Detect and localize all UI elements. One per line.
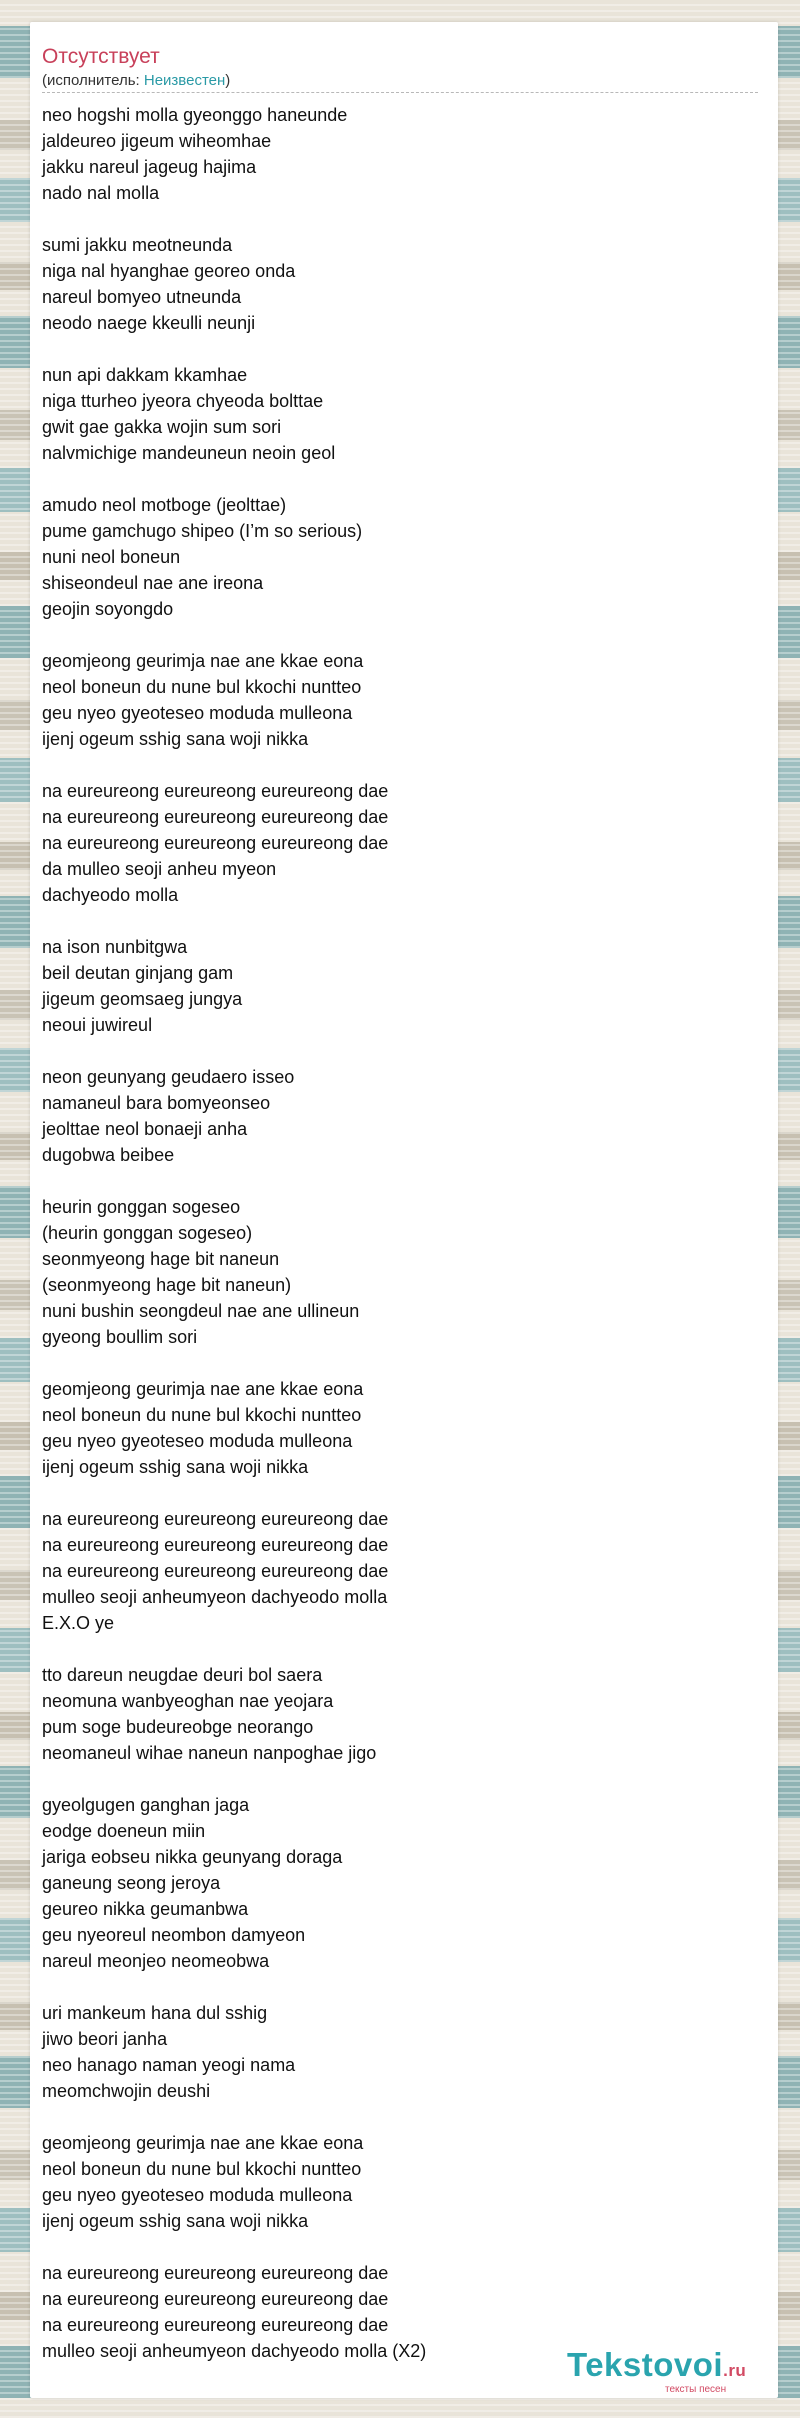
artist-suffix: ) xyxy=(225,72,231,89)
lyric-line: E.X.O ye xyxy=(42,1613,115,1633)
lyric-line: neon geunyang geudaero isseo xyxy=(42,1067,295,1087)
lyric-line: tto dareun neugdae deuri bol saera xyxy=(42,1665,323,1685)
lyric-line: geomjeong geurimja nae ane kkae eona xyxy=(42,1379,364,1399)
artist-prefix: (исполнитель: xyxy=(42,72,144,89)
lyric-line: neomaneul wihae naneun nanpoghae jigo xyxy=(42,1743,377,1763)
lyric-line: pume gamchugo shipeo (I’m so serious) xyxy=(42,521,363,541)
lyrics-stanza xyxy=(42,2130,758,2234)
lyric-line: neo hanago naman yeogi nama xyxy=(42,2055,296,2075)
lyric-line: nareul bomyeo utneunda xyxy=(42,287,242,307)
lyrics-stanza xyxy=(42,1792,758,1974)
lyric-line: na eureureong eureureong eureureong dae xyxy=(42,807,389,827)
lyric-line: na eureureong eureureong eureureong dae xyxy=(42,2263,389,2283)
lyrics-stanza xyxy=(42,492,758,622)
lyric-line: dachyeodo molla xyxy=(42,885,179,905)
lyric-line: beil deutan ginjang gam xyxy=(42,963,234,983)
lyric-line: neol boneun du nune bul kkochi nuntteo xyxy=(42,2159,362,2179)
lyric-line: jigeum geomsaeg jungya xyxy=(42,989,243,1009)
lyric-line: neodo naege kkeulli neunji xyxy=(42,313,256,333)
lyric-line: dugobwa beibee xyxy=(42,1145,175,1165)
lyric-line: neol boneun du nune bul kkochi nuntteo xyxy=(42,1405,362,1425)
lyric-line: niga tturheo jyeora chyeoda bolttae xyxy=(42,391,324,411)
lyric-line: (heurin gonggan sogeseo) xyxy=(42,1223,253,1243)
lyric-line: geu nyeo gyeoteseo moduda mulleona xyxy=(42,2185,353,2205)
lyric-line: na eureureong eureureong eureureong dae xyxy=(42,1561,389,1581)
lyric-line: (seonmyeong hage bit naneun) xyxy=(42,1275,292,1295)
lyric-line: amudo neol motboge (jeolttae) xyxy=(42,495,287,515)
lyric-line: jaldeureo jigeum wiheomhae xyxy=(42,131,272,151)
lyric-line: meomchwojin deushi xyxy=(42,2081,211,2101)
lyric-line: na eureureong eureureong eureureong dae xyxy=(42,1509,389,1529)
lyric-line: na eureureong eureureong eureureong dae xyxy=(42,2289,389,2309)
lyric-line: na ison nunbitgwa xyxy=(42,937,188,957)
lyric-line: mulleo seoji anheumyeon dachyeodo molla xyxy=(42,1587,388,1607)
lyric-line: geu nyeoreul neombon damyeon xyxy=(42,1925,306,1945)
lyric-line: geomjeong geurimja nae ane kkae eona xyxy=(42,2133,364,2153)
lyric-line: niga nal hyanghae georeo onda xyxy=(42,261,296,281)
lyric-line: uri mankeum hana dul sshig xyxy=(42,2003,268,2023)
lyric-line: ijenj ogeum sshig sana woji nikka xyxy=(42,1457,309,1477)
lyric-line: ijenj ogeum sshig sana woji nikka xyxy=(42,729,309,749)
lyrics-stanza xyxy=(42,648,758,752)
lyric-line: mulleo seoji anheumyeon dachyeodo molla (X2) xyxy=(42,2341,427,2361)
lyrics-stanza xyxy=(42,934,758,1038)
lyric-line: pum soge budeureobge neorango xyxy=(42,1717,314,1737)
lyric-line: jakku nareul jageug hajima xyxy=(42,157,257,177)
lyric-line: nalvmichige mandeuneun neoin geol xyxy=(42,443,336,463)
lyric-line: neomuna wanbyeoghan nae yeojara xyxy=(42,1691,334,1711)
lyric-line: ganeung seong jeroya xyxy=(42,1873,221,1893)
lyric-line: jiwo beori janha xyxy=(42,2029,168,2049)
lyric-line: nado nal molla xyxy=(42,183,160,203)
lyrics-stanza xyxy=(42,232,758,336)
lyric-line: gyeong boullim sori xyxy=(42,1327,198,1347)
title-divider xyxy=(42,92,758,93)
lyrics-stanza xyxy=(42,1506,758,1636)
lyric-line: na eureureong eureureong eureureong dae xyxy=(42,833,389,853)
lyric-line: jeolttae neol bonaeji anha xyxy=(42,1119,248,1139)
lyric-line: na eureureong eureureong eureureong dae xyxy=(42,2315,389,2335)
logo-wordmark xyxy=(567,2346,746,2384)
lyric-line: gwit gae gakka wojin sum sori xyxy=(42,417,282,437)
artist-line xyxy=(42,71,230,91)
lyric-line: geu nyeo gyeoteseo moduda mulleona xyxy=(42,1431,353,1451)
lyric-line: sumi jakku meotneunda xyxy=(42,235,233,255)
lyric-line: nun api dakkam kkamhae xyxy=(42,365,248,385)
lyric-line: nareul meonjeo neomeobwa xyxy=(42,1951,270,1971)
lyrics-stanza xyxy=(42,778,758,908)
lyric-line: seonmyeong hage bit naneun xyxy=(42,1249,280,1269)
lyric-line: nuni bushin seongdeul nae ane ullineun xyxy=(42,1301,360,1321)
lyric-line: namaneul bara bomyeonseo xyxy=(42,1093,271,1113)
lyric-line: neoui juwireul xyxy=(42,1015,153,1035)
logo-tagline: тексты песен xyxy=(665,2384,727,2395)
logo-tld: .ru xyxy=(723,2361,747,2380)
lyric-line: geureo nikka geumanbwa xyxy=(42,1899,249,1919)
lyric-line: geomjeong geurimja nae ane kkae eona xyxy=(42,651,364,671)
song-title: Отсутствует xyxy=(42,45,160,68)
lyrics-stanza xyxy=(42,1376,758,1480)
lyric-line: eodge doeneun miin xyxy=(42,1821,206,1841)
lyrics-stanza xyxy=(42,1662,758,1766)
lyric-line: geojin soyongdo xyxy=(42,599,174,619)
lyric-line: neol boneun du nune bul kkochi nuntteo xyxy=(42,677,362,697)
lyric-line: jariga eobseu nikka geunyang doraga xyxy=(42,1847,343,1867)
site-logo[interactable] xyxy=(567,2346,767,2400)
lyric-line: nuni neol boneun xyxy=(42,547,181,567)
lyrics-stanza xyxy=(42,2000,758,2104)
lyric-line: shiseondeul nae ane ireona xyxy=(42,573,264,593)
lyric-line: neo hogshi molla gyeonggo haneunde xyxy=(42,105,348,125)
lyric-line: ijenj ogeum sshig sana woji nikka xyxy=(42,2211,309,2231)
lyric-line: da mulleo seoji anheu myeon xyxy=(42,859,277,879)
lyric-line: geu nyeo gyeoteseo moduda mulleona xyxy=(42,703,353,723)
lyrics-stanza xyxy=(42,102,758,206)
lyric-line: na eureureong eureureong eureureong dae xyxy=(42,781,389,801)
lyrics-stanza xyxy=(42,1064,758,1168)
lyrics-body xyxy=(42,102,758,2390)
lyric-line: gyeolgugen ganghan jaga xyxy=(42,1795,250,1815)
logo-name: Tekstovoi xyxy=(567,2346,724,2383)
lyrics-stanza xyxy=(42,362,758,466)
lyric-line: na eureureong eureureong eureureong dae xyxy=(42,1535,389,1555)
lyrics-card xyxy=(30,22,778,2398)
artist-link[interactable]: Неизвестен xyxy=(143,72,226,89)
lyrics-stanza xyxy=(42,1194,758,1350)
lyric-line: heurin gonggan sogeseo xyxy=(42,1197,241,1217)
